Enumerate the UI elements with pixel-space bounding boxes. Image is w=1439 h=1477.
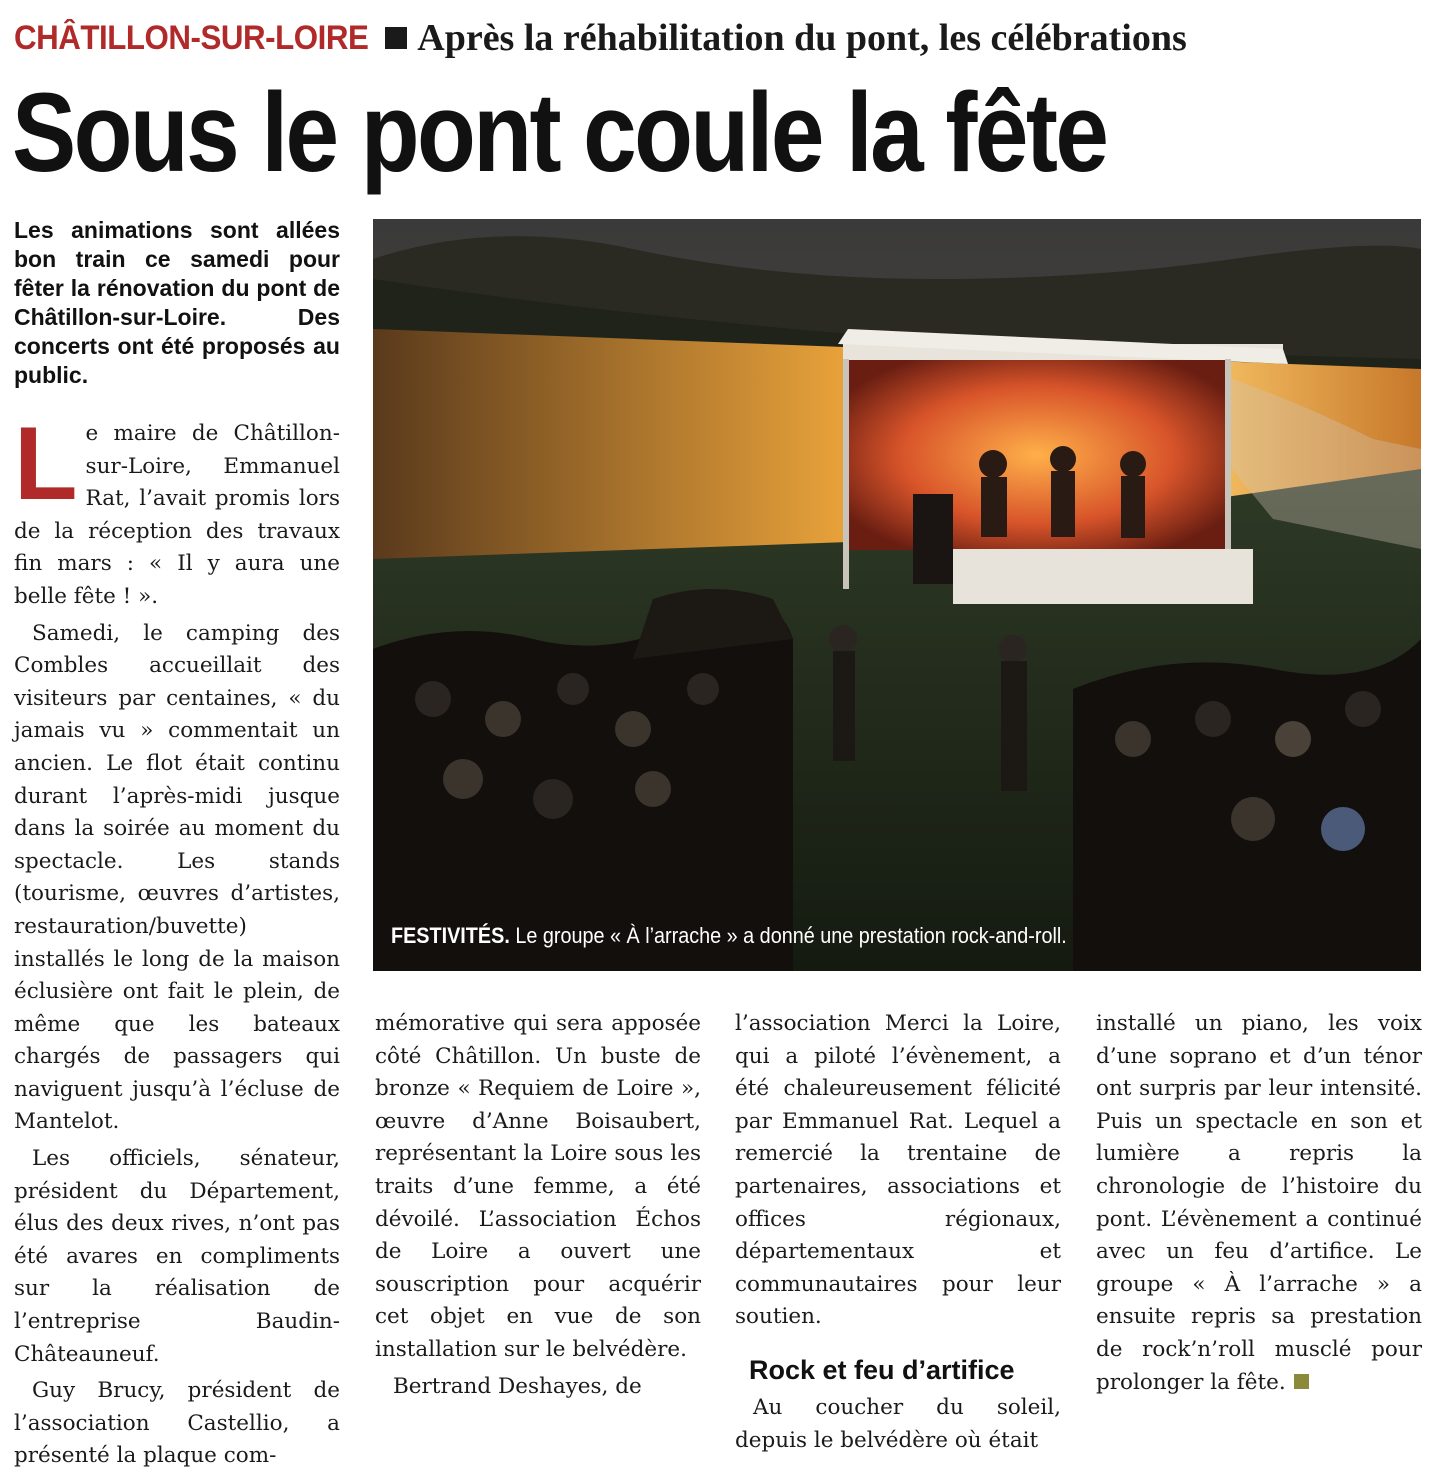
- paragraph-1: [14, 406, 340, 614]
- paragraph-7: l’association Merci la Loire, qui a piloté l’évènement, a été chaleureusement félicité par Emmanuel Rat. Lequel a remercié la trentaine de partenaires, associations et offices régionaux, départementaux et communautaires pour leur soutien.: [735, 1011, 1061, 1330]
- caption-text: Le groupe « À l’arrache » a donné une prestation rock-and-roll.: [509, 923, 1067, 948]
- concert-photo-illustration: [373, 219, 1421, 971]
- paragraph-9: [1096, 1008, 1422, 1399]
- article-column-3: [735, 1008, 1061, 1461]
- end-mark-icon: [1294, 1374, 1309, 1389]
- article-photo: [373, 219, 1421, 971]
- photo-caption: [391, 923, 1067, 949]
- paragraph-5: mémorative qui sera apposée côté Châtillon. Un buste de bronze « Requiem de Loire », œuvre d’Anne Boisaubert, représentant la Loire sous les traits d’une femme, a été dévoilé. L’association Échos de Loire a ouvert une souscription pour acquérir cet objet en vue de son installation sur le belvédère.: [375, 1011, 701, 1362]
- headline: Sous le pont coule la fête: [12, 70, 1107, 195]
- article-column-1: [14, 406, 340, 1477]
- caption-lead: FESTIVITÉS.: [391, 923, 510, 948]
- lede: Les animations sont allées bon train ce samedi pour fêter la rénovation du pont de Châtillon-sur-Loire. Des concerts ont été proposés au public.: [14, 217, 340, 388]
- kicker: [14, 14, 1187, 62]
- paragraph-6: Bertrand Deshayes, de: [393, 1373, 642, 1399]
- paragraph-4: Guy Brucy, président de l’association Castellio, a présenté la plaque com-: [14, 1378, 340, 1469]
- subhead: Rock et feu d’artifice: [749, 1354, 1015, 1385]
- paragraph-9-text: installé un piano, les voix d’une soprano et d’un ténor ont surpris par leur intensité. Puis un spectacle en son et lumière a repris la chronologie de l’histoire du pont. L’évènement a continué avec un feu d’artifice. Le groupe « À l’arrache » a ensuite repris sa prestation de rock’n’roll musclé pour prolonger la fête.: [1096, 1011, 1422, 1395]
- paragraph-2: Samedi, le camping des Combles accueillait des visiteurs par centaines, « du jamais vu » commentait un ancien. Le flot était continu durant l’après-midi jusque dans la soirée au moment du spectacle. Les stands (tourisme, œuvres d’artistes, restauration/buvette) installés le long de la maison éclusière ont fait le plein, de même que les bateaux chargés de passagers qui naviguent jusqu’à l’écluse de Mantelot.: [14, 620, 340, 1135]
- kicker-square-icon: [385, 27, 407, 49]
- article-column-2: [375, 1008, 701, 1407]
- paragraph-1-text: e maire de Châtillon-sur-Loire, Emmanuel Rat, l’avait promis lors de la réception des travaux fin mars : « Il y aura une belle fête ! ».: [14, 421, 340, 609]
- paragraph-8: Au coucher du soleil, depuis le belvédère où était: [735, 1394, 1061, 1453]
- paragraph-3: Les officiels, sénateur, président du Département, élus des deux rives, n’ont pas été avares en compliments sur la réalisation de l’entreprise Baudin-Châteauneuf.: [14, 1146, 340, 1367]
- dropcap: L: [14, 406, 78, 522]
- kicker-text: Après la réhabilitation du pont, les célébrations: [417, 17, 1187, 59]
- article-column-4: [1096, 1008, 1422, 1403]
- kicker-place: CHÂTILLON-SUR-LOIRE: [14, 18, 369, 57]
